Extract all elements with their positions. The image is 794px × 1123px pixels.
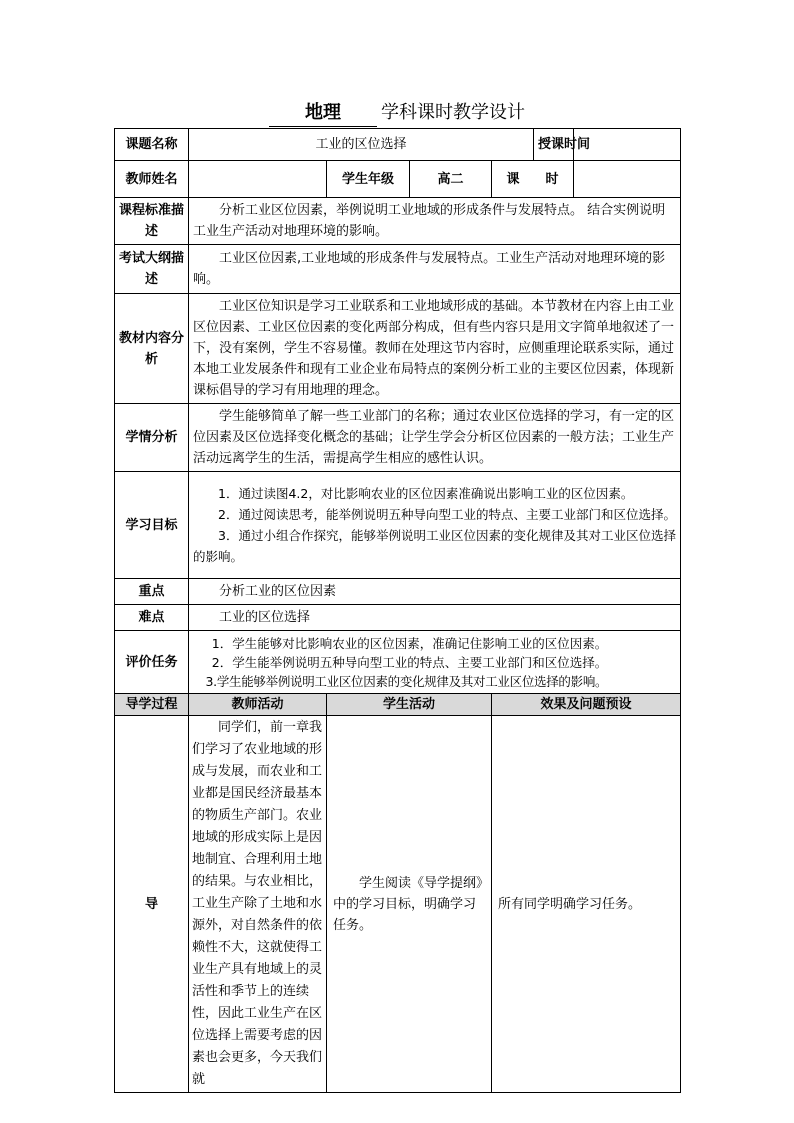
evaluation-label: 评价任务 <box>115 631 189 694</box>
header-process: 导学过程 <box>115 694 189 716</box>
teacher-value[interactable] <box>189 161 327 198</box>
header-teacher-activity: 教师活动 <box>189 694 327 716</box>
key-label: 重点 <box>115 579 189 605</box>
student-activity-text: 学生阅读《导学提纲》中的学习目标，明确学习任务。 <box>333 875 483 933</box>
lesson-plan-table <box>114 128 681 1093</box>
learner-row <box>115 404 681 472</box>
textbook-row <box>115 294 681 404</box>
evaluation-row <box>115 631 681 694</box>
period-label: 课 时 <box>492 161 574 198</box>
exam-row <box>115 245 681 294</box>
key-row <box>115 579 681 605</box>
time-label: 授课时间 <box>534 129 574 161</box>
difficulty-text: 工业的区位选择 <box>219 610 311 625</box>
topic-row <box>115 129 681 161</box>
process-header-row <box>115 694 681 716</box>
period-value[interactable] <box>574 161 681 198</box>
process-stage: 导 <box>115 716 189 1093</box>
exam-label: 考试大纲描述 <box>115 245 189 294</box>
goal-item: 2．通过阅读思考，能举例说明五种导向型工业的特点、主要工业部门和区位选择。 <box>218 507 676 522</box>
standard-text: 分析工业区位因素，举例说明工业地域的形成条件与发展特点。 结合实例说明工业生产活动对地理环境的影响。 <box>193 203 666 239</box>
teacher-row <box>115 161 681 198</box>
textbook-text: 工业区位知识是学习工业联系和工业地域形成的基础。本节教材在内容上由工业区位因素、工业区位因素的变化两部分构成，但有些内容只是用文字简单地叙述了一下，没有案例，学生不容易懂。教师在处理这节内容时，应侧重理论联系实际，通过本地工业发展条件和现有工业企业布局特点的案例分析工业的主要区位因素，体现新课标倡导的学习有用地理的理念。 <box>193 299 675 398</box>
key-text: 分析工业的区位因素 <box>219 584 337 599</box>
effect-text: 所有同学明确学习任务。 <box>498 896 642 912</box>
learner-text: 学生能够简单了解一些工业部门的名称；通过农业区位选择的学习，有一定的区位因素及区位选择变化概念的基础；让学生学会分析区位因素的一般方法；工业生产活动远离学生的生活，需提高学生相应的感性认识。 <box>193 409 675 466</box>
goal-item: 1．通过读图4.2，对比影响农业的区位因素准确说出影响工业的区位因素。 <box>218 486 634 501</box>
goal-item: 3．通过小组合作探究，能够举例说明工业区位因素的变化规律及其对工业区位选择的影响。 <box>193 528 676 564</box>
process-row <box>115 716 681 1093</box>
topic-label: 课题名称 <box>115 129 189 161</box>
teacher-label: 教师姓名 <box>115 161 189 198</box>
evaluation-item: 1．学生能够对比影响农业的区位因素，准确记住影响工业的区位因素。 <box>211 635 608 651</box>
goals-row <box>115 472 681 579</box>
grade-value: 高二 <box>410 161 492 198</box>
goals-label: 学习目标 <box>115 472 189 579</box>
evaluation-item: 3.学生能够举例说明工业区位因素的变化规律及其对工业区位选择的影响。 <box>205 673 608 689</box>
textbook-label: 教材内容分析 <box>115 294 189 404</box>
grade-label: 学生年级 <box>327 161 410 198</box>
header-effect: 效果及问题预设 <box>492 694 681 716</box>
teacher-activity-text: 同学们，前一章我们学习了农业地域的形成与发展，而农业和工业都是国民经济最基本的物质生产部门。农业地域的形成实际上是因地制宜、合理利用土地的结果。与农业相比，工业生产除了土地和水源外，对自然条件的依赖性不大，这就使得工业生产具有地域上的灵活性和季节上的连续性，因此工业生产在区位选择上需要考虑的因素也会更多，今天我们就 <box>192 720 323 1087</box>
header-student-activity: 学生活动 <box>327 694 492 716</box>
evaluation-item: 2．学生能举例说明五种导向型工业的特点、主要工业部门和区位选择。 <box>211 654 608 670</box>
topic-value: 工业的区位选择 <box>189 129 534 161</box>
standard-row <box>115 198 681 245</box>
difficulty-label: 难点 <box>115 605 189 631</box>
page-title <box>0 100 794 127</box>
learner-label: 学情分析 <box>115 404 189 472</box>
title-suffix: 学科课时教学设计 <box>381 102 525 123</box>
subject-name: 地理 <box>269 100 377 127</box>
difficulty-row <box>115 605 681 631</box>
standard-label: 课程标准描述 <box>115 198 189 245</box>
exam-text: 工业区位因素,工业地域的形成条件与发展特点。工业生产活动对地理环境的影响。 <box>193 251 666 287</box>
